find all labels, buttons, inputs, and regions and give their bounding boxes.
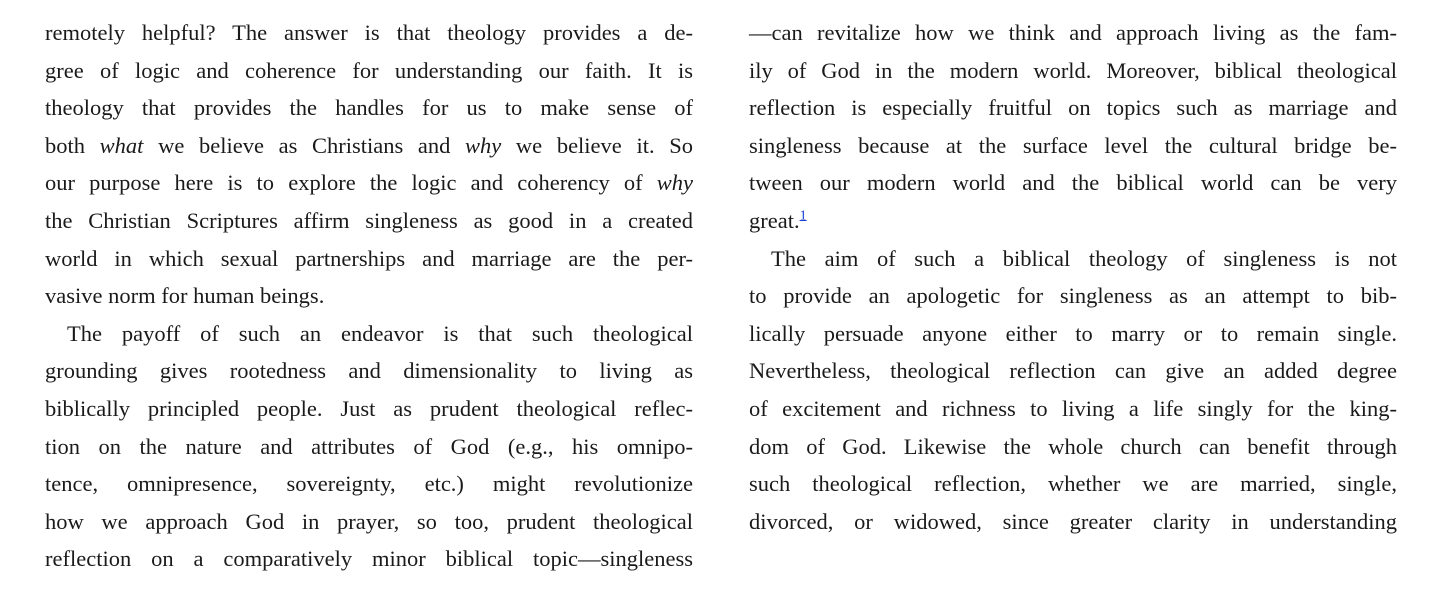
text-segment: —can revitalize how we think and approach living as the fam- <box>749 20 1397 45</box>
text-segment: gree of logic and coherence for understanding our faith. It is <box>45 57 693 83</box>
text-segment: to provide an apologetic for singleness as an attempt to bib- <box>749 283 1397 309</box>
text-segment: lically persuade anyone either to marry or to remain single. <box>749 320 1397 346</box>
text-line <box>45 52 693 90</box>
text-line <box>45 89 693 127</box>
text-segment: of excitement and richness to living a life singly for the king- <box>749 395 1397 421</box>
text-line <box>749 428 1397 466</box>
text-line <box>45 503 693 541</box>
text-line <box>45 14 693 52</box>
text-segment: biblically principled people. Just as prudent theological reflec- <box>45 395 693 421</box>
left-text-column <box>45 14 693 578</box>
text-segment: tween our modern world and the biblical world can be very <box>749 170 1397 196</box>
text-line <box>45 315 693 353</box>
text-line <box>749 390 1397 428</box>
text-segment: tence, omnipresence, sovereignty, etc.) might revolutionize <box>45 471 693 497</box>
text-segment: reflection on a comparatively minor biblical topic—singleness <box>45 546 693 572</box>
text-line <box>45 240 693 278</box>
text-line <box>749 52 1397 90</box>
text-segment: singleness because at the surface level the cultural bridge be- <box>749 132 1397 158</box>
text-line <box>749 352 1397 390</box>
text-segment: remotely helpful? The answer is that theology provides a de- <box>45 20 693 45</box>
text-line <box>45 127 693 165</box>
text-line <box>45 202 693 240</box>
text-segment: reflection is especially fruitful on topics such as marriage and <box>749 95 1397 121</box>
text-segment: divorced, or widowed, since greater clarity in understanding <box>749 508 1397 534</box>
text-line <box>45 352 693 390</box>
text-segment: our purpose here is to explore the logic and coherency of <box>45 170 657 196</box>
text-segment: Nevertheless, theological reflection can give an added degree <box>749 358 1397 384</box>
text-segment: The payoff of such an endeavor is that such theological <box>67 320 693 346</box>
italic-emphasis: what <box>99 132 144 158</box>
text-segment: we believe it. So <box>501 132 693 158</box>
text-line <box>749 89 1397 127</box>
text-segment: tion on the nature and attributes of God (e.g., his omnipo- <box>45 433 693 459</box>
text-segment: The aim of such a biblical theology of singleness is not <box>771 245 1397 271</box>
text-segment: vasive norm for human beings. <box>45 283 325 309</box>
text-line <box>45 540 693 578</box>
text-line <box>749 14 1397 52</box>
text-line <box>749 240 1397 278</box>
text-line <box>749 503 1397 541</box>
text-line <box>749 277 1397 315</box>
text-segment: both <box>45 132 100 158</box>
footnote-reference-link[interactable]: 1 <box>799 208 807 224</box>
text-segment: we believe as Christians and <box>143 132 466 158</box>
text-line <box>45 164 693 202</box>
text-line <box>45 277 693 315</box>
text-line <box>45 465 693 503</box>
text-line <box>45 428 693 466</box>
text-line <box>749 127 1397 165</box>
text-segment: great. <box>749 207 800 233</box>
text-segment: dom of God. Likewise the whole church can benefit through <box>749 433 1397 459</box>
text-segment: how we approach God in prayer, so too, prudent theological <box>45 508 693 534</box>
text-line <box>749 164 1397 202</box>
text-line <box>749 315 1397 353</box>
text-line <box>749 465 1397 503</box>
text-segment: grounding gives rootedness and dimensionality to living as <box>45 358 693 384</box>
text-line <box>45 390 693 428</box>
text-segment: world in which sexual partnerships and marriage are the per- <box>45 245 693 271</box>
text-segment: theology that provides the handles for us to make sense of <box>45 95 693 121</box>
text-segment: the Christian Scriptures affirm singleness as good in a created <box>45 207 693 233</box>
italic-emphasis: why <box>656 170 693 196</box>
text-line <box>749 202 1397 240</box>
text-segment: ily of God in the modern world. Moreover, biblical theological <box>749 57 1397 83</box>
right-text-column <box>749 14 1397 540</box>
text-segment: such theological reflection, whether we are married, single, <box>749 471 1397 497</box>
italic-emphasis: why <box>465 132 502 158</box>
